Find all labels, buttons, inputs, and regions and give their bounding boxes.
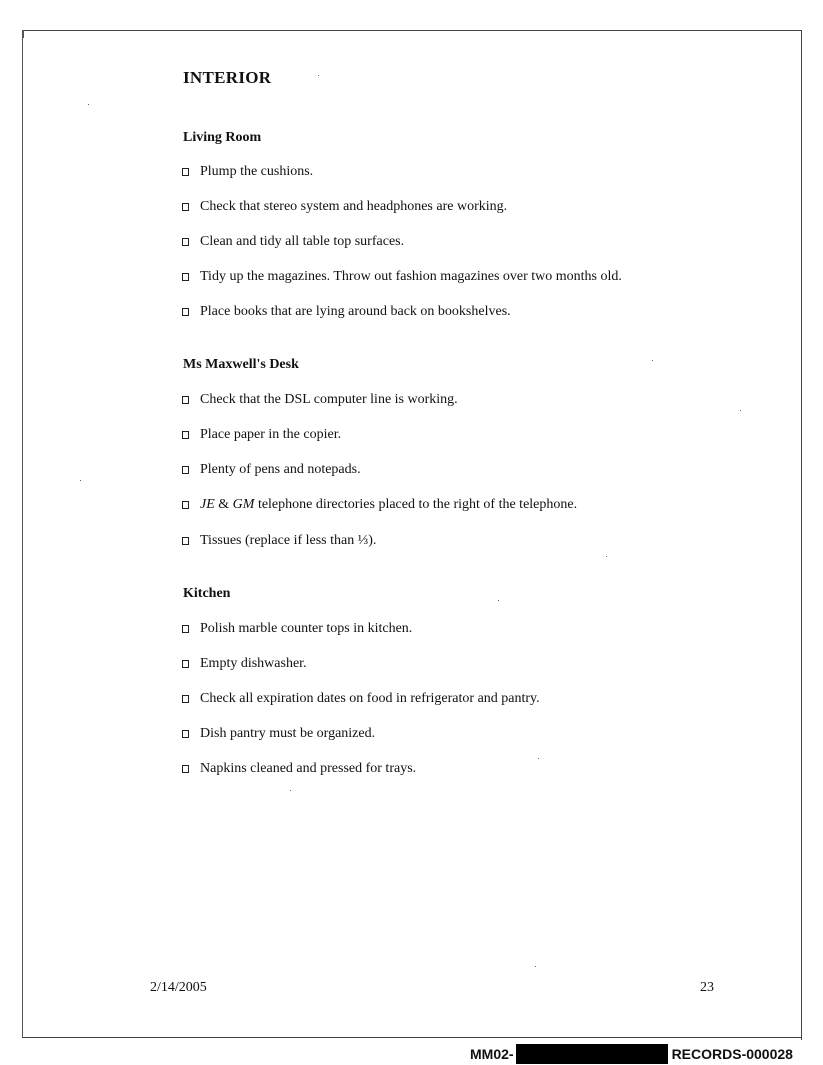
checkbox-icon [182, 765, 189, 773]
checkbox-icon [182, 308, 189, 316]
checklist-item-text: JE & GM telephone directories placed to the right of the telephone. [200, 497, 578, 512]
checklist-item [182, 533, 376, 549]
checklist-item-text: Place books that are lying around back on bookshelves. [200, 304, 511, 319]
section-title-kitchen: Kitchen [183, 586, 231, 601]
checklist-item [182, 621, 412, 637]
checklist-item [182, 691, 540, 707]
checklist-item-text: Check that the DSL computer line is working. [200, 392, 458, 407]
checkbox-icon [182, 466, 189, 474]
checklist-item [182, 392, 458, 408]
checklist-item-text: Plump the cushions. [200, 164, 314, 179]
checklist-item-text: Place paper in the copier. [200, 427, 342, 442]
redaction-bar [516, 1044, 668, 1064]
scan-speck [652, 360, 653, 361]
checklist-item-text: Tissues (replace if less than ⅓). [200, 533, 377, 548]
scan-speck [88, 104, 89, 105]
checklist-item-text: Tidy up the magazines. Throw out fashion magazines over two months old. [200, 269, 622, 284]
checkbox-icon [182, 695, 189, 703]
scan-speck [318, 75, 319, 76]
section-title-living-room: Living Room [183, 130, 262, 145]
checklist-item-text: Dish pantry must be organized. [200, 726, 376, 741]
bates-stamp [470, 1044, 793, 1064]
bates-prefix: MM02- [470, 1046, 514, 1062]
checklist-item-text: Check that stereo system and headphones are working. [200, 199, 508, 214]
checklist-item [182, 269, 622, 285]
checklist-item [182, 199, 507, 215]
checkbox-icon [182, 660, 189, 668]
scan-speck [740, 410, 741, 411]
footer-date: 2/14/2005 [150, 980, 207, 995]
bates-suffix: RECORDS-000028 [671, 1046, 793, 1062]
section-title-desk: Ms Maxwell's Desk [183, 357, 299, 372]
page-number: 23 [700, 980, 714, 995]
checklist-item-text: Clean and tidy all table top surfaces. [200, 234, 405, 249]
checkbox-icon [182, 238, 189, 246]
checklist-item-text: Check all expiration dates on food in refrigerator and pantry. [200, 691, 540, 706]
checklist-item-text: Napkins cleaned and pressed for trays. [200, 761, 417, 776]
checklist-item-text: Polish marble counter tops in kitchen. [200, 621, 413, 636]
checkbox-icon [182, 396, 189, 404]
checklist-item [182, 726, 375, 742]
checklist-item [182, 427, 341, 443]
checklist-item [182, 462, 361, 478]
page-heading: INTERIOR [183, 68, 272, 87]
checkbox-icon [182, 625, 189, 633]
scan-speck [80, 480, 81, 481]
checkbox-icon [182, 431, 189, 439]
checkbox-icon [182, 537, 189, 545]
frame-left [22, 30, 23, 1038]
checklist-item [182, 497, 577, 513]
scan-speck [538, 758, 539, 759]
checklist-item-text: Plenty of pens and notepads. [200, 462, 361, 477]
checkbox-icon [182, 273, 189, 281]
checklist-item [182, 234, 404, 250]
frame-right [801, 30, 802, 1040]
checklist-item [182, 656, 307, 672]
scan-speck [535, 966, 536, 967]
scan-speck [606, 556, 607, 557]
frame-bottom [22, 1037, 802, 1038]
checkbox-icon [182, 168, 189, 176]
checkbox-icon [182, 730, 189, 738]
checklist-item [182, 761, 416, 777]
checkbox-icon [182, 501, 189, 509]
scan-speck [498, 600, 499, 601]
checkbox-icon [182, 203, 189, 211]
scan-speck [290, 790, 291, 791]
frame-top [22, 30, 802, 31]
checklist-item-text: Empty dishwasher. [200, 656, 307, 671]
checklist-item [182, 304, 511, 320]
frame-corner-mark [23, 30, 27, 38]
checklist-item [182, 164, 313, 180]
